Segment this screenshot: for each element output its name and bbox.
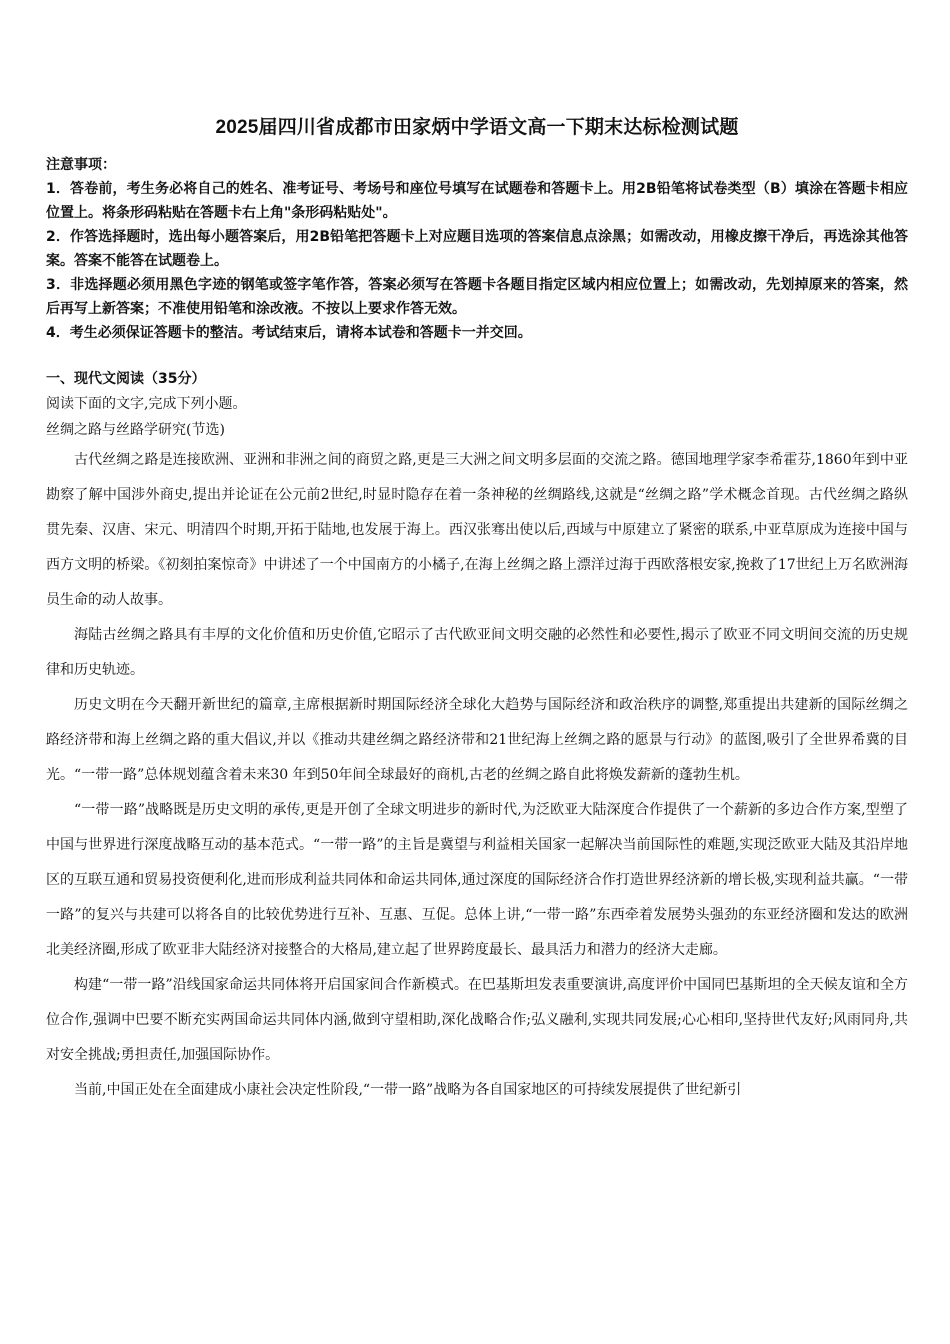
document-page [46, 112, 908, 1108]
article-paragraph-6: 当前,中国正处在全面建成小康社会决定性阶段,“一带一路”战略为各自国家地区的可持续发展提供了世纪新引 [74, 1082, 742, 1098]
notice-item-4: 4．考生必须保证答题卡的整洁。考试结束后，请将本试卷和答题卡一并交回。 [46, 325, 532, 341]
article-paragraph-1: 古代丝绸之路是连接欧洲、亚洲和非洲之间的商贸之路,更是三大洲之间文明多层面的交流之路。德国地理学家李希霍芬,1860年到中亚勘察了解中国涉外商史,提出并论证在公元前2世纪,时显时隐存在着一条神秘的丝绸路线,这就是“丝绸之路”学术概念首现。古代丝绸之路纵贯先秦、汉唐、宋元、明清四个时期,开拓于陆地,也发展于海上。西汉张骞出使以后,西域与中原建立了紧密的联系,中亚草原成为连接中国与西方文明的桥梁。《初刻拍案惊奇》中讲述了一个中国南方的小橘子,在海上丝绸之路上漂洋过海于西欧落根安家,挽救了17世纪上万名欧洲海员生命的动人故事。 [46, 452, 908, 608]
notice-item-2: 2．作答选择题时，选出每小题答案后，用2B铅笔把答题卡上对应题目选项的答案信息点涂黑；如需改动，用橡皮擦干净后，再选涂其他答案。答案不能答在试题卷上。 [46, 229, 908, 269]
article-title: 丝绸之路与丝路学研究(节选) [46, 422, 225, 438]
notice-item-1: 1．答卷前，考生务必将自己的姓名、准考证号、考场号和座位号填写在试题卷和答题卡上。用2B铅笔将试卷类型（B）填涂在答题卡相应位置上。将条形码粘贴在答题卡右上角"条形码粘贴处"。 [46, 181, 908, 221]
notice-heading: 注意事项： [46, 157, 116, 173]
section-heading: 一、现代文阅读（35分） [46, 371, 206, 387]
article-paragraph-2: 海陆古丝绸之路具有丰厚的文化价值和历史价值,它昭示了古代欧亚间文明交融的必然性和必要性,揭示了欧亚不同文明间交流的历史规律和历史轨迹。 [46, 627, 908, 678]
document-title: 2025届四川省成都市田家炳中学语文高一下期末达标检测试题 [215, 117, 739, 138]
article-paragraph-3: 历史文明在今天翻开新世纪的篇章,主席根据新时期国际经济全球化大趋势与国际经济和政治秩序的调整,郑重提出共建新的国际丝绸之路经济带和海上丝绸之路的重大倡议,并以《推动共建丝绸之路经济带和21世纪海上丝绸之路的愿景与行动》的蓝图,吸引了全世界希冀的目光。“一带一路”总体规划蕴含着未来30 年到50年间全球最好的商机,古老的丝绸之路自此将焕发薪新的蓬勃生机。 [46, 697, 908, 783]
article-paragraph-4: “一带一路”战略既是历史文明的承传,更是开创了全球文明进步的新时代,为泛欧亚大陆深度合作提供了一个薪新的多边合作方案,型塑了中国与世界进行深度战略互动的基本范式。“一带一路”的主旨是冀望与利益相关国家一起解决当前国际性的难题,实现泛欧亚大陆及其沿岸地区的互联互通和贸易投资便利化,进而形成利益共同体和命运共同体,通过深度的国际经济合作打造世界经济新的增长极,实现利益共赢。“一带一路”的复兴与共建可以将各自的比较优势进行互补、互惠、互促。总体上讲,“一带一路”东西牵着发展势头强劲的东亚经济圈和发达的欧洲北美经济圈,形成了欧亚非大陆经济对接整合的大格局,建立起了世界跨度最长、最具活力和潜力的经济大走廊。 [46, 802, 908, 958]
article-paragraph-5: 构建“一带一路”沿线国家命运共同体将开启国家间合作新模式。在巴基斯坦发表重要演讲,高度评价中国同巴基斯坦的全天候友谊和全方位合作,强调中巴要不断充实两国命运共同体内涵,做到守望相助,深化战略合作;弘义融利,实现共同发展;心心相印,坚持世代友好;风雨同舟,共对安全挑战;勇担责任,加强国际协作。 [46, 977, 908, 1063]
reading-instruction: 阅读下面的文字,完成下列小题。 [46, 396, 247, 412]
notice-item-3: 3．非选择题必须用黑色字迹的钢笔或签字笔作答，答案必须写在答题卡各题目指定区域内相应位置上；如需改动，先划掉原来的答案，然后再写上新答案；不准使用铅笔和涂改液。不按以上要求作答无效。 [46, 277, 908, 317]
